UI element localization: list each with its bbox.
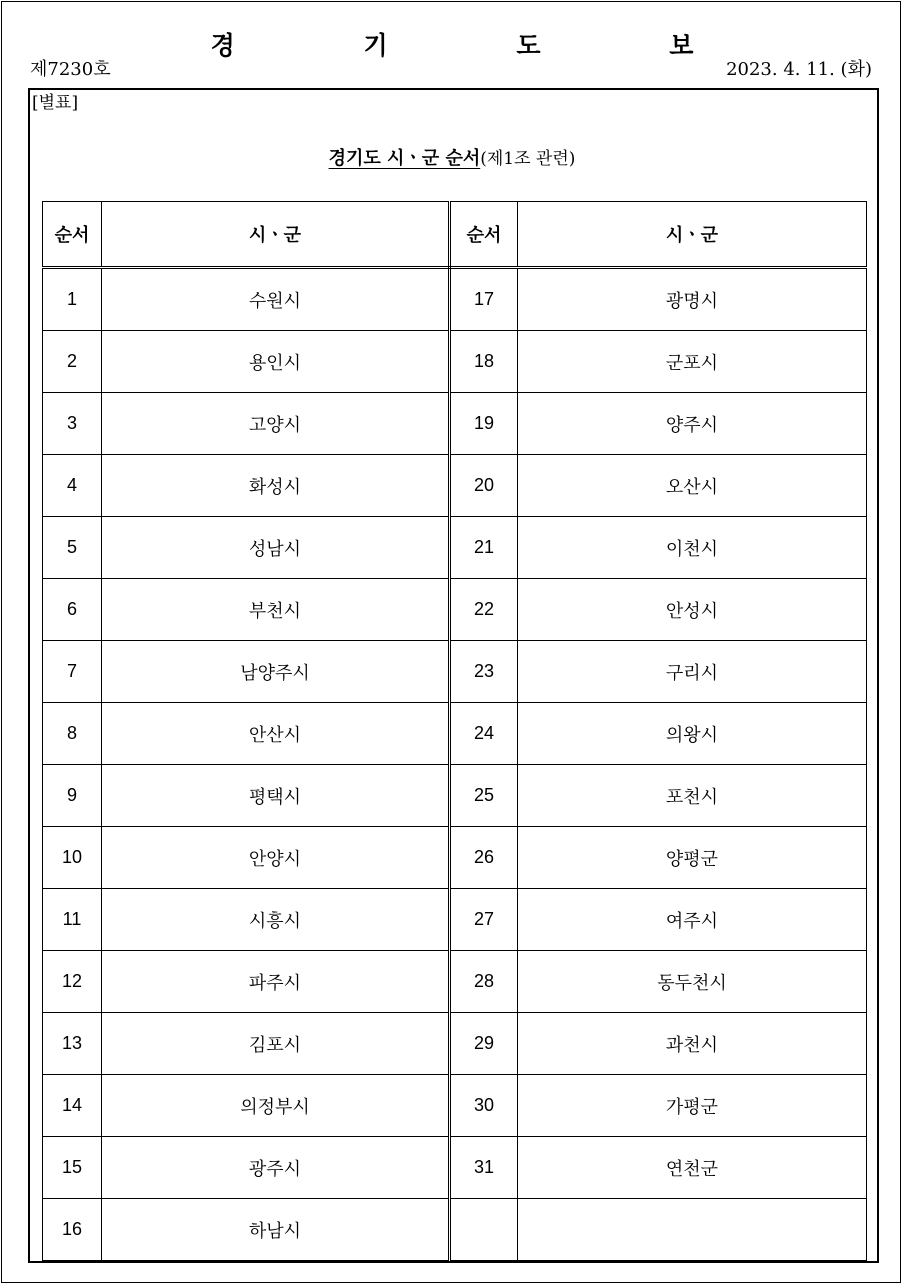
city-name-cell: 광주시 [102,1137,450,1199]
table-row [43,765,867,827]
order-number-cell: 19 [450,393,518,455]
city-name-cell: 김포시 [102,1013,450,1075]
city-name-cell: 군포시 [518,331,867,393]
table-row [43,517,867,579]
table-row [43,703,867,765]
table-row [43,331,867,393]
order-number-cell: 30 [450,1075,518,1137]
city-name-cell: 시흥시 [102,889,450,951]
city-name-cell: 안성시 [518,579,867,641]
annex-label: [별표] [32,93,79,113]
table-row [43,889,867,951]
table-row [43,393,867,455]
table-row [43,268,867,331]
table-row [43,1137,867,1199]
city-name-cell: 광명시 [518,268,867,331]
city-name-cell: 용인시 [102,331,450,393]
city-name-cell: 고양시 [102,393,450,455]
table-row [43,1013,867,1075]
issue-date: 2023. 4. 11. (화) [726,59,872,80]
city-name-cell: 포천시 [518,765,867,827]
order-number-cell: 11 [43,889,102,951]
header-city-left: 시ㆍ군 [102,202,450,268]
table-header-row [43,202,867,268]
header-order-right: 순서 [450,202,518,268]
table-row [43,951,867,1013]
city-name-cell: 여주시 [518,889,867,951]
city-order-table [42,201,867,1261]
order-number-cell: 18 [450,331,518,393]
order-number-cell: 29 [450,1013,518,1075]
order-number-cell: 15 [43,1137,102,1199]
order-number-cell: 4 [43,455,102,517]
table-row [43,1199,867,1261]
order-number-cell: 8 [43,703,102,765]
order-number-cell: 7 [43,641,102,703]
city-name-cell: 과천시 [518,1013,867,1075]
table-row [43,827,867,889]
city-name-cell: 평택시 [102,765,450,827]
order-number-cell: 20 [450,455,518,517]
order-number-cell: 25 [450,765,518,827]
city-name-cell: 연천군 [518,1137,867,1199]
table-row [43,1075,867,1137]
city-name-cell: 화성시 [102,455,450,517]
table-row [43,579,867,641]
order-number-cell: 2 [43,331,102,393]
city-name-cell: 동두천시 [518,951,867,1013]
order-number-cell: 14 [43,1075,102,1137]
city-name-cell: 부천시 [102,579,450,641]
order-number-cell: 23 [450,641,518,703]
header-order-left: 순서 [43,202,102,268]
city-name-cell: 안양시 [102,827,450,889]
table-heading [0,146,904,172]
order-number-cell: 9 [43,765,102,827]
city-name-cell: 의왕시 [518,703,867,765]
order-number-cell: 16 [43,1199,102,1261]
header-city-right: 시ㆍ군 [518,202,867,268]
city-name-cell: 수원시 [102,268,450,331]
order-number-cell: 22 [450,579,518,641]
table-heading-main: 경기도 시ㆍ군 순서 [328,148,481,169]
table-row [43,641,867,703]
city-name-cell: 파주시 [102,951,450,1013]
order-number-cell: 24 [450,703,518,765]
city-name-cell: 성남시 [102,517,450,579]
table-heading-reference: (제1조 관련) [480,149,576,169]
order-number-cell: 1 [43,268,102,331]
city-name-cell: 이천시 [518,517,867,579]
city-name-cell: 구리시 [518,641,867,703]
city-name-cell: 양평군 [518,827,867,889]
issue-number: 제7230호 [30,59,111,80]
order-number-cell: 13 [43,1013,102,1075]
city-name-cell: 의정부시 [102,1075,450,1137]
gazette-title: 경 기 도 보 [210,31,754,60]
table-body [43,268,867,1261]
order-number-cell: 27 [450,889,518,951]
order-number-cell: 12 [43,951,102,1013]
city-name-cell: 하남시 [102,1199,450,1261]
city-name-cell [518,1199,867,1261]
order-number-cell: 31 [450,1137,518,1199]
order-number-cell [450,1199,518,1261]
city-name-cell: 남양주시 [102,641,450,703]
city-name-cell: 가평군 [518,1075,867,1137]
city-name-cell: 오산시 [518,455,867,517]
order-number-cell: 10 [43,827,102,889]
order-number-cell: 6 [43,579,102,641]
city-name-cell: 양주시 [518,393,867,455]
order-number-cell: 21 [450,517,518,579]
order-number-cell: 17 [450,268,518,331]
city-name-cell: 안산시 [102,703,450,765]
order-number-cell: 3 [43,393,102,455]
order-number-cell: 5 [43,517,102,579]
table-row [43,455,867,517]
order-number-cell: 26 [450,827,518,889]
order-number-cell: 28 [450,951,518,1013]
